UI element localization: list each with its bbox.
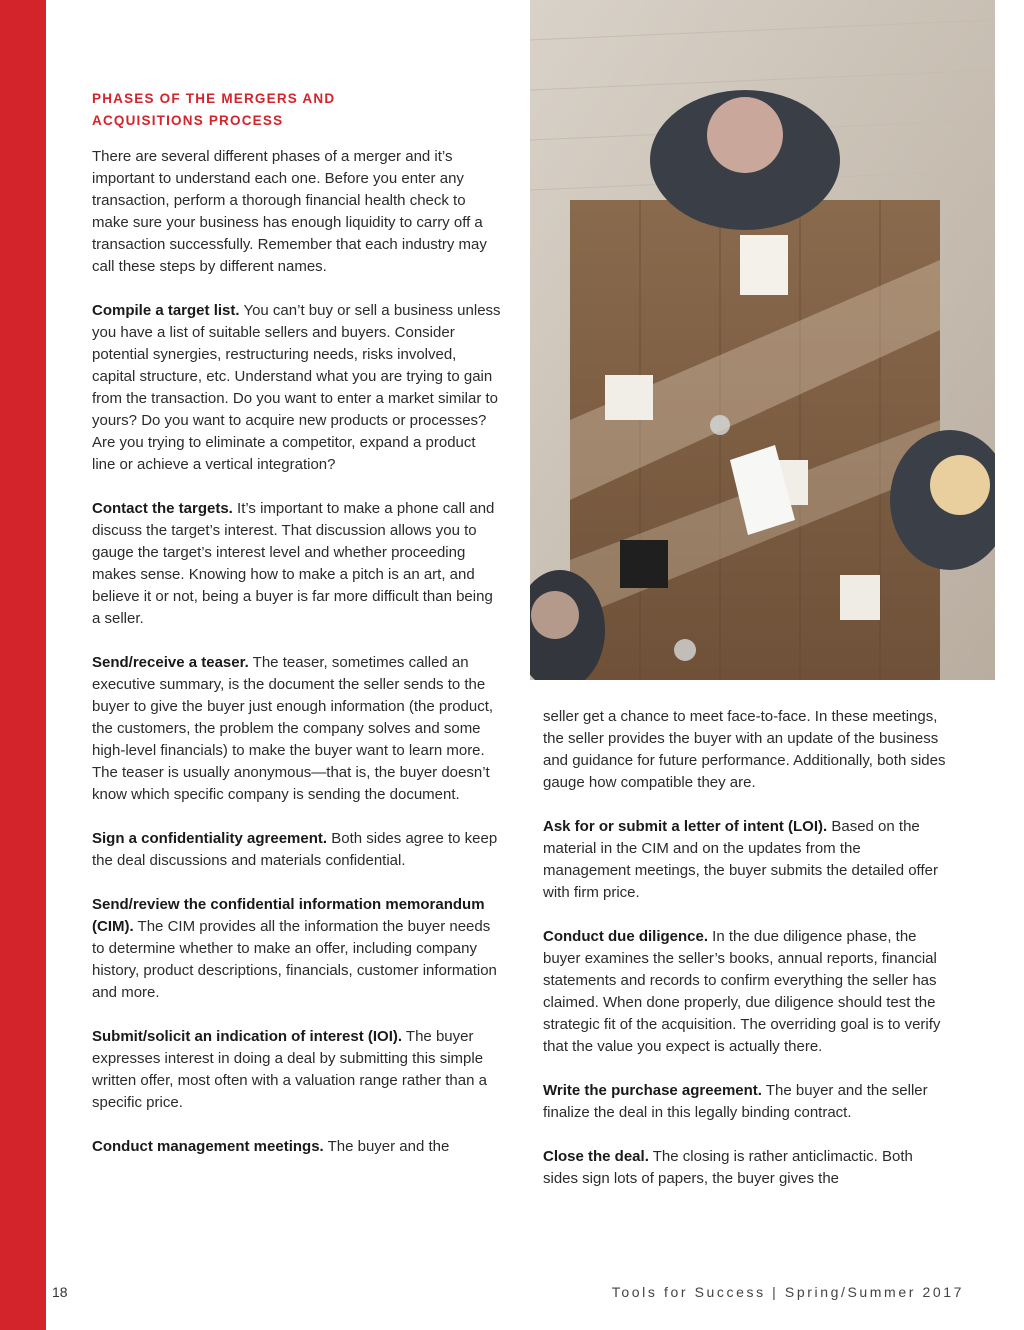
- step-title: Write the purchase agreement.: [543, 1082, 762, 1099]
- step-title: Sign a confidentiality agreement.: [92, 830, 328, 847]
- step-text: The CIM provides all the information the buyer needs to determine whether to make an offer, including company history, product descriptions, financials, customer information and more.: [92, 918, 497, 1001]
- step-text: Based on the material in the CIM and on the updates from the management meetings, the buyer submits the detailed offer with firm price.: [543, 818, 938, 901]
- section-heading: PHASES OF THE MERGERS AND ACQUISITIONS PROCESS: [92, 91, 336, 128]
- step-text: Both sides agree to keep the deal discussions and materials confidential.: [92, 830, 498, 869]
- step-text: It’s important to make a phone call and discuss the target’s interest. That discussion allows you to gauge the target’s interest level and whether proceeding makes sense. Knowing how to make a pitch is an art, and believe it or not, being a buyer is far more difficult than being a seller.: [92, 500, 495, 627]
- publication-title: Tools for Success | Spring/Summer 2017: [611, 1284, 964, 1300]
- step-text: In the due diligence phase, the buyer examines the seller’s books, annual reports, financial statements and records to confirm everything the seller has claimed. When done properly, due diligence should test the strategic fit of the acquisition. The overriding goal is to verify that the value you expect is actually there.: [543, 928, 941, 1055]
- left-column: [92, 88, 502, 1180]
- step-paragraph: [92, 300, 502, 476]
- step-title: Compile a target list.: [92, 302, 240, 319]
- step-paragraph: [543, 1146, 948, 1190]
- step-text: The buyer and the seller finalize the deal in this legally binding contract.: [543, 1082, 928, 1121]
- step-text: The buyer and the: [323, 1138, 450, 1155]
- step-paragraph: [92, 828, 502, 872]
- step-text: The closing is rather anticlimactic. Both sides sign lots of papers, the buyer gives the: [543, 1148, 913, 1187]
- right-column: [543, 706, 948, 1212]
- continuation-paragraph: seller get a chance to meet face-to-face. In these meetings, the seller provides the buyer with an update of the business and guidance for future performance. Additionally, both sides gauge how compatible they are.: [543, 708, 946, 791]
- step-title: Send/review the confidential information memorandum (CIM).: [92, 896, 485, 935]
- left-accent-bar: [0, 0, 46, 1330]
- step-title: Ask for or submit a letter of intent (LOI).: [543, 818, 828, 835]
- step-paragraph: [92, 1136, 502, 1158]
- step-paragraph: [543, 816, 948, 904]
- step-paragraph: [92, 652, 502, 806]
- step-title: Close the deal.: [543, 1148, 649, 1165]
- step-paragraph: [92, 894, 502, 1004]
- meeting-photo: [530, 0, 995, 680]
- step-title: Conduct due diligence.: [543, 928, 709, 945]
- page-number: 18: [52, 1284, 68, 1300]
- step-paragraph: [92, 498, 502, 630]
- step-title: Send/receive a teaser.: [92, 654, 249, 671]
- step-paragraph: [92, 1026, 502, 1114]
- step-text: You can’t buy or sell a business unless you have a list of suitable sellers and buyers. Consider potential synergies, restructuring needs, risks involved, capital structure, etc. Understand what you are trying to gain from the transaction. Do you want to enter a market similar to yours? Do you want to acquire new products or processes? Are you trying to eliminate a competitor, expand a product line or achieve a vertical integration?: [92, 302, 501, 473]
- step-paragraph: [543, 1080, 948, 1124]
- step-paragraph: [543, 926, 948, 1058]
- step-text: The buyer expresses interest in doing a deal by submitting this simple written offer, most often with a valuation range rather than a specific price.: [92, 1028, 487, 1111]
- step-title: Submit/solicit an indication of interest (IOI).: [92, 1028, 403, 1045]
- step-text: The teaser, sometimes called an executive summary, is the document the seller sends to the buyer to give the buyer just enough information (the product, the customers, the problem the company solves and some high-level financials) to make the buyer want to learn more. The teaser is usually anonymous—that is, the buyer doesn’t know which specific company is sending the document.: [92, 654, 494, 803]
- step-title: Contact the targets.: [92, 500, 233, 517]
- step-title: Conduct management meetings.: [92, 1138, 324, 1155]
- intro-paragraph: There are several different phases of a merger and it’s important to understand each one. Before you enter any transaction, perform a thorough financial health check to make sure your business has enough liquidity to carry off a transaction successfully. Remember that each industry may call these steps by different names.: [92, 148, 487, 275]
